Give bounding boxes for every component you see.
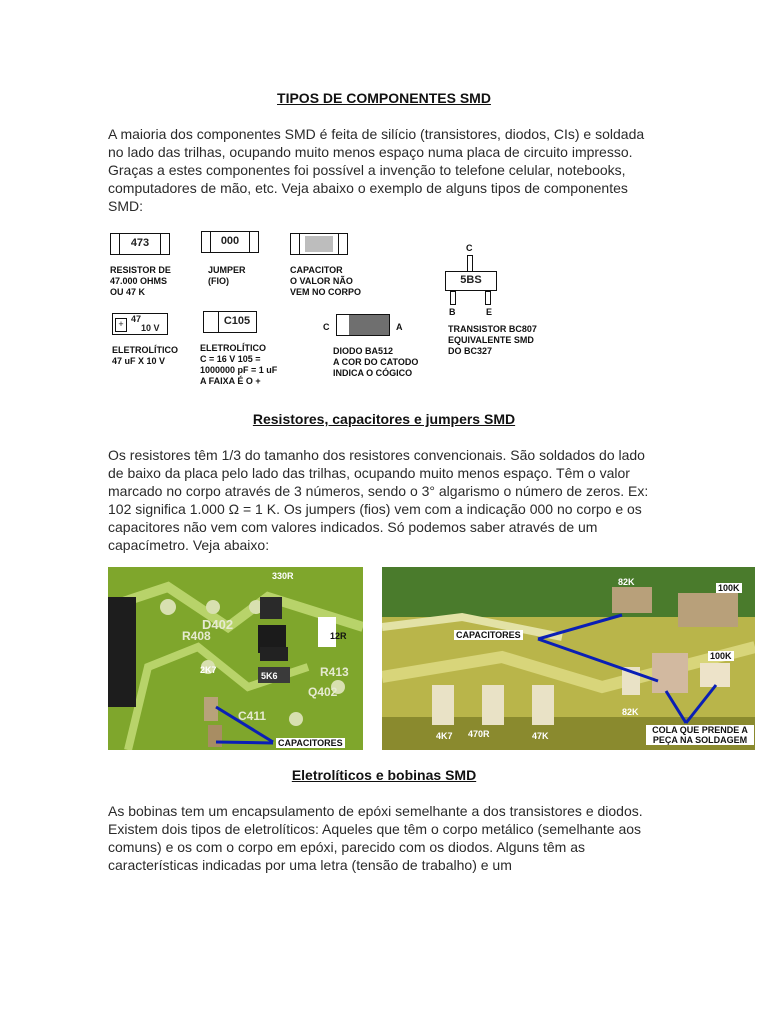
pcb-photo-left-art bbox=[108, 567, 363, 750]
transistor-pin-b: B bbox=[449, 307, 456, 317]
label-5k6: 5K6 bbox=[261, 671, 278, 681]
resistor-chip bbox=[110, 233, 170, 255]
label-c411: C411 bbox=[238, 709, 267, 723]
intro-paragraph: A maioria dos componentes SMD é feita de silício (transistores, diodos, CIs) e soldada no lado das trilhas, ocupando muito menos espaço numa placa de circuito impresso. Graças a estes componentes foi possível a invenção to telefone celular, notebooks, computadores de mão, etc. Veja abaixo o exemplo de alguns tipos de componentes SMD: bbox=[108, 126, 645, 214]
electrolytic-code-2: 10 V bbox=[141, 323, 160, 333]
label-r413: R413 bbox=[320, 665, 349, 679]
section-title-electrolytics: Eletrolíticos e bobinas SMD bbox=[291, 767, 477, 783]
label-4k7: 4K7 bbox=[436, 731, 453, 741]
transistor-code: 5BS bbox=[460, 274, 482, 286]
transistor-body bbox=[445, 271, 497, 291]
jumper-label: JUMPER (FIO) bbox=[208, 265, 246, 286]
capacitor-chip bbox=[290, 233, 348, 255]
label-470r: 470R bbox=[468, 729, 490, 739]
transistor-label: TRANSISTOR BC807 EQUIVALENTE SMD DO BC327 bbox=[448, 324, 537, 356]
pcb-photo-right-art bbox=[382, 567, 755, 750]
electrolytic-plus: + bbox=[115, 318, 127, 332]
label-100k-top: 100K bbox=[718, 583, 740, 593]
resistor-code: 473 bbox=[130, 237, 150, 249]
label-47k: 47K bbox=[532, 731, 549, 741]
pcb-photo-left bbox=[108, 567, 363, 750]
label-12r: 12R bbox=[330, 631, 347, 641]
section-title-resistors: Resistores, capacitores e jumpers SMD bbox=[252, 411, 516, 427]
transistor-pin-e: E bbox=[486, 307, 493, 317]
label-capacitores-right: CAPACITORES bbox=[456, 630, 521, 640]
capacitor-label: CAPACITOR O VALOR NÃO VEM NO CORPO bbox=[290, 265, 362, 297]
electrolytic2-label: ELETROLÍTICO C = 16 V 105 = 1000000 pF = 1 uF A FAIXA É O + bbox=[200, 343, 278, 386]
resistor-label: RESISTOR DE 47.000 OHMS OU 47 K bbox=[110, 265, 171, 297]
jumper-chip bbox=[201, 231, 259, 253]
electrolytic-label: ELETROLÍTICO 47 uF X 10 V bbox=[112, 345, 178, 366]
diode-label: DIODO BA512 A COR DO CATODO INDICA O CÓGICO bbox=[333, 346, 419, 378]
label-100k-mid: 100K bbox=[710, 651, 732, 661]
label-82k-top: 82K bbox=[618, 577, 635, 587]
label-cola-line-1: COLA QUE PRENDE A bbox=[652, 725, 748, 735]
jumper-code: 000 bbox=[220, 235, 240, 247]
transistor-pin-c: C bbox=[466, 243, 473, 253]
resistors-paragraph: Os resistores têm 1/3 do tamanho dos resistores convencionais. São soldados do lado de baixo da placa pelo lado das trilhas, ocupando muito menos espaço. Têm o valor marcado no corpo através de 3 números, sendo o 3° algarismo o número de zeros. Ex: 102 significa 1.000 Ω = 1 K. Os jumpers (fios) vem com a indicação 000 no corpo e os capacitores não vem com valores indicados. Só podemos saber através de um capacímetro. Veja abaixo: bbox=[108, 447, 649, 553]
label-d402: D402 bbox=[202, 617, 234, 632]
diode-c: C bbox=[323, 322, 330, 332]
electrolytic-chip bbox=[112, 313, 168, 335]
label-capacitores-left: CAPACITORES bbox=[278, 738, 343, 748]
electrolytic2-code: C105 bbox=[223, 315, 251, 327]
electrolytics-paragraph: As bobinas tem um encapsulamento de epóxi semelhante a dos transistores e diodos. Existem dois tipos de eletrolíticos: Aqueles que têm o corpo metálico (semelhante aos comuns) e os com o corpo em epóxi, parecido com os diodos. Alguns têm as características indicadas por uma letra (tensão de trabalho) e um bbox=[108, 803, 643, 873]
electrolytic2-chip bbox=[203, 311, 257, 333]
page-title: TIPOS DE COMPONENTES SMD bbox=[277, 90, 491, 106]
label-r408: R408 bbox=[182, 629, 211, 643]
label-cola-line-2: PEÇA NA SOLDAGEM bbox=[652, 735, 748, 745]
pcb-photo-right bbox=[382, 567, 755, 750]
diode-a: A bbox=[396, 322, 403, 332]
label-cola bbox=[646, 725, 754, 745]
electrolytic-code-1: 47 bbox=[131, 314, 142, 324]
label-2k7: 2K7 bbox=[200, 665, 217, 675]
label-82k-bottom: 82K bbox=[622, 707, 639, 717]
label-q402: Q402 bbox=[308, 685, 338, 699]
label-330r: 330R bbox=[272, 571, 294, 581]
diode-chip bbox=[336, 314, 390, 336]
